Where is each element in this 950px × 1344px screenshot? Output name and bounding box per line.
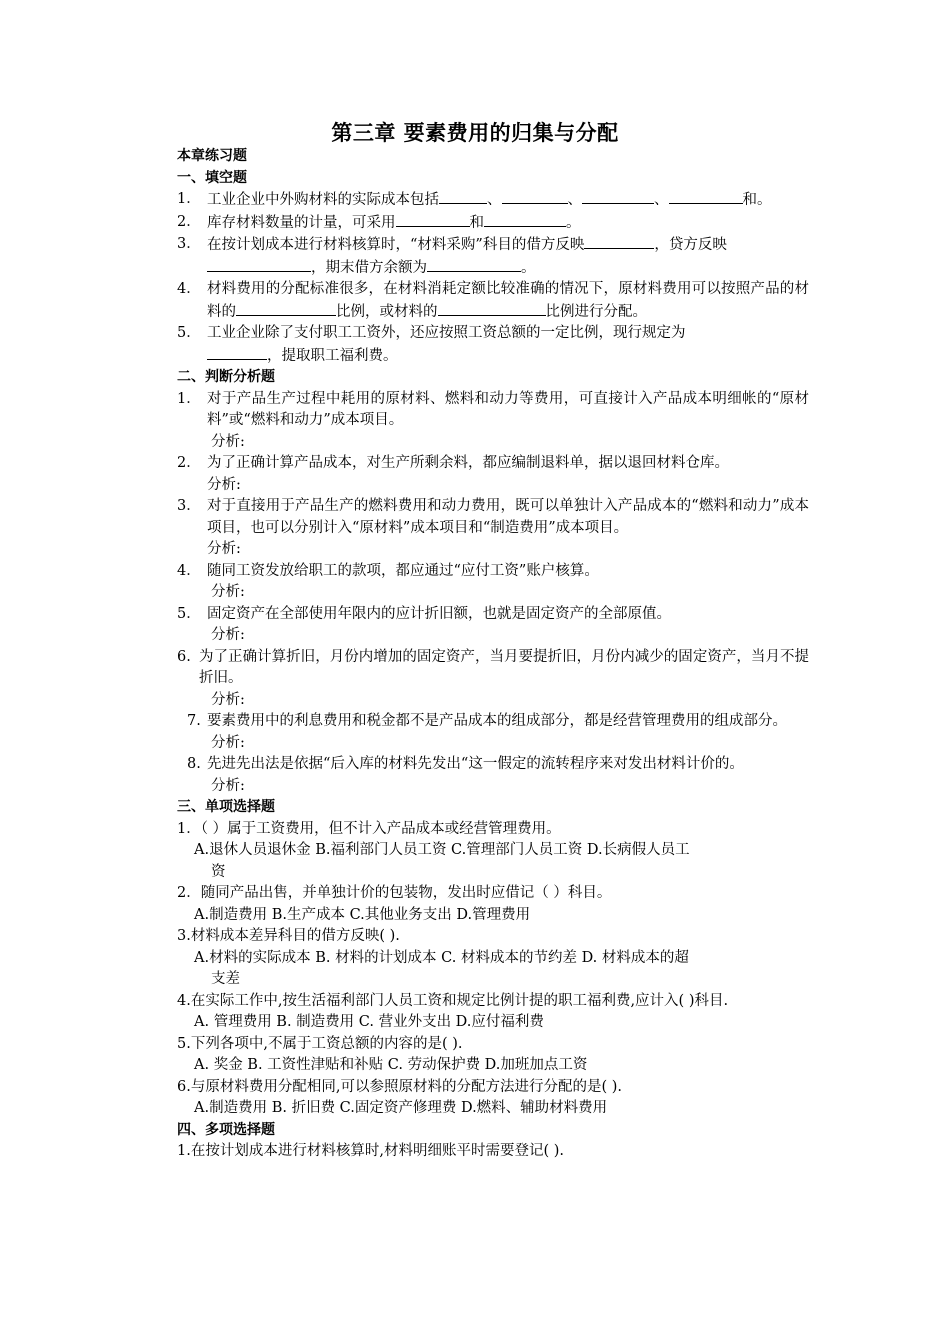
multi-question: 1.在按计划成本进行材料核算时,材料明细账平时需要登记( ). [177,1143,564,1159]
single-options: A. 奖金 B. 工资性津贴和补贴 C. 劳动保护费 D.加班加点工资 [194,1057,588,1073]
analysis-label: 分析: [211,627,245,643]
single-question: 3.材料成本差异科目的借方反映( ). [177,928,400,944]
judge-question: 2． 为了正确计算产品成本，对生产所剩余料，都应编制退料单，据以退回材料仓库。 [177,455,729,471]
judge-question: 8. 先进先出法是依据“后入库的材料先发出“这一假定的流转程序来对发出材料计价的。 [187,756,744,772]
single-question: 1．（ ）属于工资费用，但不计入产品成本或经营管理费用。 [177,820,561,837]
blank-field[interactable] [439,189,487,204]
blank-field[interactable] [502,189,568,204]
fill-question-5: 5． 工业企业除了支付职工工资外，还应按照工资总额的一定比例，现行规定为 ，提取职工福利费。 [177,325,686,364]
fill-question-4: 4． 材料费用的分配标准很多，在材料消耗定额比较准确的情况下，原材料费用可以按照产品的材料的 比例，或材料的 比例进行分配。 [177,281,809,320]
single-options: A.退休人员退休金 B.福利部门人员工资 C.管理部门人员工资 D.长病假人员工 资 [194,842,690,880]
chapter-title: 第三章 要素费用的归集与分配 [331,121,619,145]
single-options: A.制造费用 B. 折旧费 C.固定资产修理费 D.燃料、辅助材料费用 [194,1100,608,1116]
analysis-label: 分析: [207,476,241,493]
section-multi-heading: 四、多项选择题 [177,1121,275,1138]
fill-question-1: 1． 工业企业中外购材料的实际成本包括 、 、 、 和。 [177,191,772,208]
analysis-label: 分析: [211,777,245,794]
single-options: A.制造费用 B.生产成本 C.其他业务支出 D.管理费用 [194,906,531,923]
analysis-label: 分析: [207,541,241,557]
analysis-label: 分析: [211,584,245,600]
single-question: 5.下列各项中,不属于工资总额的内容的是( ). [177,1035,463,1052]
document-body [177,146,809,1163]
single-question: 4.在实际工作中,按生活福利部门人员工资和规定比例计提的职工福利费,应计入( )科目. [177,992,729,1009]
blank-field[interactable] [669,189,743,204]
blank-field[interactable] [207,257,311,272]
exercise-label: 本章练习题 [177,148,247,164]
blank-field[interactable] [396,212,470,227]
single-question: 2．随同产品出售，并单独计价的包装物，发出时应借记（ ）科目。 [177,885,612,901]
analysis-label: 分析: [211,691,245,708]
blank-field[interactable] [582,189,654,204]
fill-question-3: 3． 在按计划成本进行材料核算时，“材料采购”科目的借方反映 ，贷方反映 ，期末借方余额为 。 [177,236,727,276]
section-single-heading: 三、单项选择题 [177,799,275,815]
blank-field[interactable] [207,345,267,360]
blank-field[interactable] [438,301,546,316]
judge-question: 7. 要素费用中的利息费用和税金都不是产品成本的组成部分，都是经营管理费用的组成部分。 [187,713,787,729]
section-fill-heading: 一、填空题 [177,169,247,186]
analysis-label: 分析: [211,433,245,450]
single-question: 6.与原材料费用分配相同,可以参照原材料的分配方法进行分配的是( ). [177,1078,622,1095]
judge-question: 1． 对于产品生产过程中耗用的原材料、燃料和动力等费用，可直接计入产品成本明细帐的“原材料”或“燃料和动力”成本项目。 [177,390,809,428]
section-judge-heading: 二、判断分析题 [177,369,275,385]
judge-question: 5． 固定资产在全部使用年限内的应计折旧额，也就是固定资产的全部原值。 [177,605,671,622]
analysis-label: 分析: [211,734,245,751]
judge-question: 3． 对于直接用于产品生产的燃料费用和动力费用，既可以单独计入产品成本的“燃料和动力”成本项目，也可以分别计入“原材料”成本项目和“制造费用”成本项目。 [177,498,809,536]
blank-field[interactable] [584,234,654,249]
single-options: A. 管理费用 B. 制造费用 C. 营业外支出 D.应付福利费 [194,1014,544,1030]
judge-question: 4． 随同工资发放给职工的款项，都应通过“应付工资”账户核算。 [177,562,599,579]
judge-question: 6. 为了正确计算折旧，月份内增加的固定资产，当月要提折旧，月份内减少的固定资产，当月不提折旧。 [177,648,809,686]
blank-field[interactable] [236,301,336,316]
fill-question-2: 2． 库存材料数量的计量，可采用 和 。 [177,213,581,231]
blank-field[interactable] [427,257,521,272]
single-options: A.材料的实际成本 B. 材料的计划成本 C. 材料成本的节约差 D. 材料成本的超 支差 [194,949,689,987]
blank-field[interactable] [484,212,566,227]
